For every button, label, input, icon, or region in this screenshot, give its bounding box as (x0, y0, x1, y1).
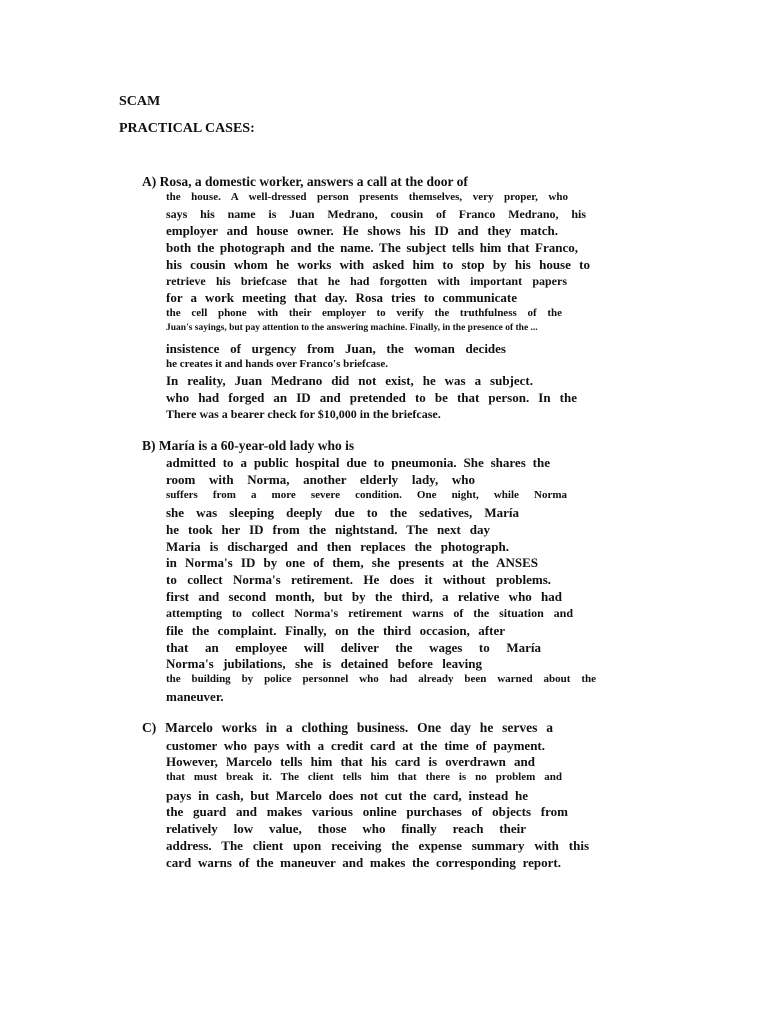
case-b-line: attempting to collect Norma's retirement warns of the situation and (166, 606, 573, 620)
case-a-heading: A) Rosa, a domestic worker, answers a call at the door of (142, 174, 468, 189)
case-a-line: who had forged an ID and pretended to be that person. In the (166, 390, 577, 405)
case-b-line: Maria is discharged and then replaces the photograph. (166, 539, 509, 554)
case-b-heading: B) María is a 60-year-old lady who is (142, 438, 355, 453)
case-b-line: to collect Norma's retirement. He does it without problems. (166, 572, 551, 587)
case-c-line: customer who pays with a credit card at the time of payment. (166, 738, 545, 753)
case-a-line: his cousin whom he works with asked him to stop by his house to (166, 257, 590, 272)
case-a-line: Juan's sayings, but pay attention to the answering machine. Finally, in the presence of the ... (166, 323, 538, 333)
document-title: SCAM (119, 94, 161, 109)
case-a-line: retrieve his briefcase that he had forgotten with important papers (166, 274, 567, 288)
case-b-line: room with Norma, another elderly lady, who (166, 472, 475, 487)
case-a-line: for a work meeting that day. Rosa tries to communicate (166, 290, 517, 305)
case-a-line: insistence of urgency from Juan, the woman decides (166, 341, 506, 356)
case-a-line: the house. A well-dressed person presents themselves, very proper, who (166, 191, 568, 203)
case-c-line: pays in cash, but Marcelo does not cut the card, instead he (166, 788, 528, 803)
case-a-line: In reality, Juan Medrano did not exist, he was a subject. (166, 373, 533, 388)
case-b-line: she was sleeping deeply due to the sedatives, María (166, 505, 519, 520)
case-a-line: says his name is Juan Medrano, cousin of Franco Medrano, his (166, 207, 586, 221)
case-c-heading: C) Marcelo works in a clothing business. One day he serves a (142, 720, 553, 735)
case-b-line: that an employee will deliver the wages to María (166, 640, 541, 655)
case-a-line: the cell phone with their employer to verify the truthfulness of the (166, 307, 562, 319)
case-b-line: maneuver. (166, 689, 224, 704)
case-b-line: he took her ID from the nightstand. The next day (166, 522, 490, 537)
case-b-line: in Norma's ID by one of them, she presents at the ANSES (166, 555, 538, 570)
case-b-line: Norma's jubilations, she is detained before leaving (166, 656, 482, 671)
case-c-line: card warns of the maneuver and makes the corresponding report. (166, 855, 561, 870)
case-c-line: that must break it. The client tells him that there is no problem and (166, 771, 562, 783)
case-b-line: the building by police personnel who had already been warned about the (166, 673, 596, 685)
case-c-line: However, Marcelo tells him that his card is overdrawn and (166, 754, 535, 769)
case-b-line: suffers from a more severe condition. One night, while Norma (166, 489, 567, 501)
document-subtitle: PRACTICAL CASES: (119, 121, 255, 136)
case-a-line: he creates it and hands over Franco's briefcase. (166, 358, 389, 370)
case-a-line: both the photograph and the name. The subject tells him that Franco, (166, 240, 578, 255)
case-c-line: the guard and makes various online purchases of objects from (166, 804, 568, 819)
case-a-line: There was a bearer check for $10,000 in the briefcase. (166, 407, 441, 421)
case-c-line: relatively low value, those who finally reach their (166, 821, 526, 836)
case-b-line: file the complaint. Finally, on the third occasion, after (166, 623, 505, 638)
case-b-line: first and second month, but by the third, a relative who had (166, 589, 562, 604)
case-c-line: address. The client upon receiving the expense summary with this (166, 838, 589, 853)
case-a-line: employer and house owner. He shows his ID and they match. (166, 223, 558, 238)
case-b-line: admitted to a public hospital due to pneumonia. She shares the (166, 455, 550, 470)
